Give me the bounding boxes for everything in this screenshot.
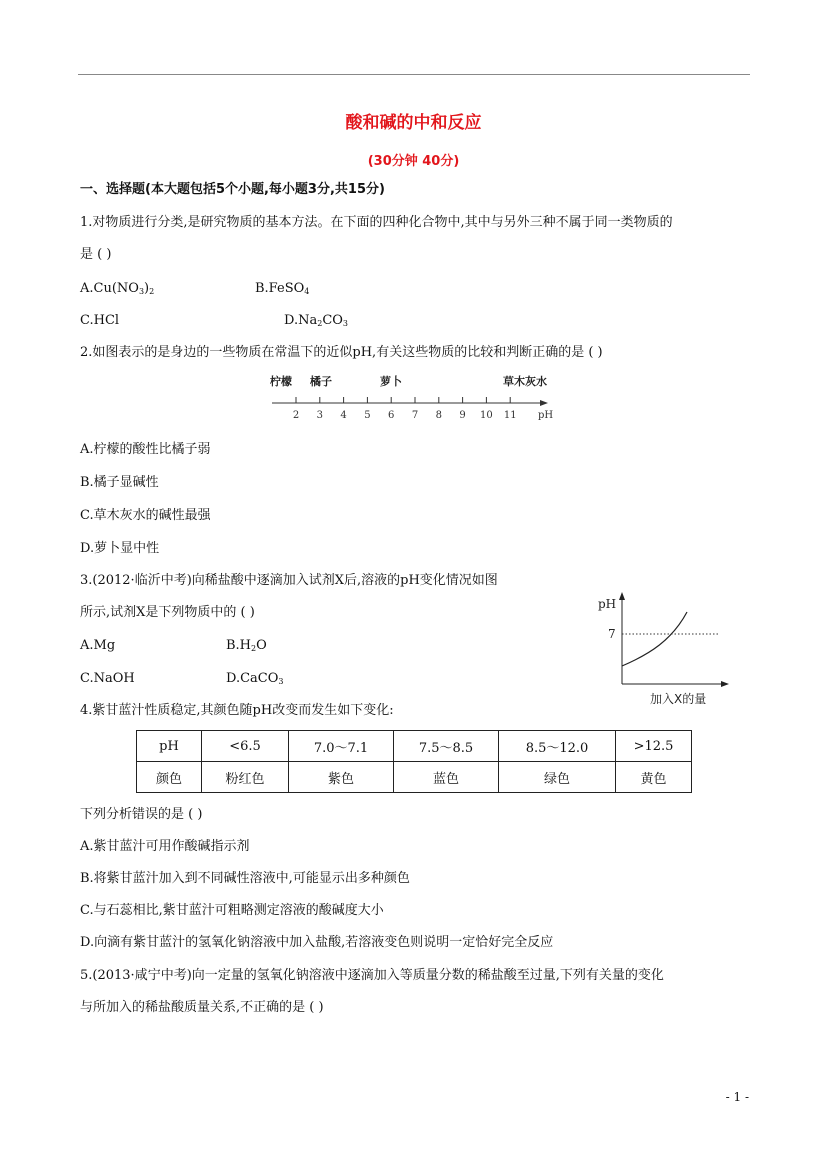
table-cell: 7.5～8.5 xyxy=(394,731,499,762)
q4-option-b: B.将紫甘蓝汁加入到不同碱性溶液中,可能显示出多种颜色 xyxy=(80,871,410,886)
q4-option-a: A.紫甘蓝汁可用作酸碱指示剂 xyxy=(80,839,250,854)
q3-option-b: $B.H_2O$ xyxy=(226,638,267,653)
ph-axis-label: pH xyxy=(538,410,554,421)
q2-option-c: C.草木灰水的碱性最强 xyxy=(80,508,211,523)
q4-option-d: D.向滴有紫甘蓝汁的氢氧化钠溶液中加入盐酸,若溶液变色则说明一定恰好完全反应 xyxy=(80,935,554,950)
table-cell: >12.5 xyxy=(616,731,692,762)
ph-tick-label: 5 xyxy=(364,410,371,421)
ph-label-radish: 萝卜 xyxy=(380,375,402,388)
table-cell: pH xyxy=(137,731,202,762)
q5-stem-line1: 5.(2013·咸宁中考)向一定量的氢氧化钠溶液中逐滴加入等质量分数的稀盐酸至过量,下列有关量的变化 xyxy=(80,968,664,983)
table-row-ph xyxy=(137,731,692,762)
q1-option-a: $A.Cu(NO_3)_2$ xyxy=(80,281,155,296)
section-heading: 一、选择题(本大题包括5个小题,每小题3分,共15分) xyxy=(80,182,385,197)
q3-stem-line2: 所示,试剂X是下列物质中的 ( ) xyxy=(80,605,255,620)
q1-option-d: $D.Na_2CO_3$ xyxy=(284,313,349,328)
table-cell: 紫色 xyxy=(289,762,394,793)
q3-option-c: C.NaOH xyxy=(80,671,135,686)
table-cell: <6.5 xyxy=(202,731,289,762)
q1-stem-line2: 是 ( ) xyxy=(80,247,112,262)
table-cell: 粉红色 xyxy=(202,762,289,793)
ph-tick-label: 4 xyxy=(340,410,347,421)
ph-label-ash: 草木灰水 xyxy=(503,375,547,388)
ph-tick-label: 2 xyxy=(292,410,300,421)
ph-scale-figure xyxy=(270,370,570,426)
q1-stem-line1: 1.对物质进行分类,是研究物质的基本方法。在下面的四种化合物中,其中与另外三种不属于同一类物质的 xyxy=(80,215,673,230)
q1-option-c: C.HCl xyxy=(80,313,120,328)
q3-option-a: A.Mg xyxy=(80,638,116,653)
ph-axis-arrow xyxy=(540,400,548,406)
ph-label-orange: 橘子 xyxy=(310,375,332,388)
q4-question: 下列分析错误的是 ( ) xyxy=(80,807,203,822)
table-cell: 绿色 xyxy=(499,762,616,793)
page-number: - 1 - xyxy=(725,1090,749,1104)
graph-x-arrow xyxy=(721,681,729,687)
cabbage-color-table xyxy=(136,730,692,793)
graph-curve xyxy=(622,612,687,666)
graph-ph7-label: 7 xyxy=(608,627,616,641)
page-subtitle: (30分钟 40分) xyxy=(367,154,460,169)
q2-stem: 2.如图表示的是身边的一些物质在常温下的近似pH,有关这些物质的比较和判断正确的是 ( ) xyxy=(80,345,603,360)
table-cell: 黄色 xyxy=(616,762,692,793)
q4-option-c: C.与石蕊相比,紫甘蓝汁可粗略测定溶液的酸碱度大小 xyxy=(80,903,384,918)
ph-tick-label: 3 xyxy=(316,410,323,421)
ph-ticks xyxy=(293,397,517,421)
table-cell: 8.5～12.0 xyxy=(499,731,616,762)
ph-label-lemon: 柠檬 xyxy=(270,375,292,388)
ph-tick-label: 7 xyxy=(411,410,419,421)
table-row-color xyxy=(137,762,692,793)
q2-option-b: B.橘子显碱性 xyxy=(80,475,159,490)
q2-option-d: D.萝卜显中性 xyxy=(80,541,160,556)
header-rule xyxy=(78,74,750,75)
graph-y-arrow xyxy=(619,592,625,600)
ph-tick-label: 10 xyxy=(480,410,493,421)
q2-option-a: A.柠檬的酸性比橘子弱 xyxy=(80,442,211,457)
q4-stem: 4.紫甘蓝汁性质稳定,其颜色随pH改变而发生如下变化: xyxy=(80,703,394,718)
ph-tick-label: 11 xyxy=(503,410,517,421)
ph-curve-graph xyxy=(590,588,750,710)
ph-tick-label: 9 xyxy=(459,410,466,421)
page-title: 酸和碱的中和反应 xyxy=(345,113,482,133)
table-cell: 7.0～7.1 xyxy=(289,731,394,762)
graph-x-label: 加入X的量 xyxy=(650,692,707,706)
ph-tick-label: 8 xyxy=(435,410,442,421)
q1-option-b: B.FeSO$_4$ xyxy=(255,281,310,296)
q5-stem-line2: 与所加入的稀盐酸质量关系,不正确的是 ( ) xyxy=(80,1000,324,1015)
table-cell: 颜色 xyxy=(137,762,202,793)
ph-tick-label: 6 xyxy=(388,410,395,421)
q3-option-d: D.CaCO$_3$ xyxy=(226,671,284,686)
table-cell: 蓝色 xyxy=(394,762,499,793)
graph-y-label: pH xyxy=(598,597,617,611)
q3-stem-line1: 3.(2012·临沂中考)向稀盐酸中逐滴加入试剂X后,溶液的pH变化情况如图 xyxy=(80,573,498,588)
